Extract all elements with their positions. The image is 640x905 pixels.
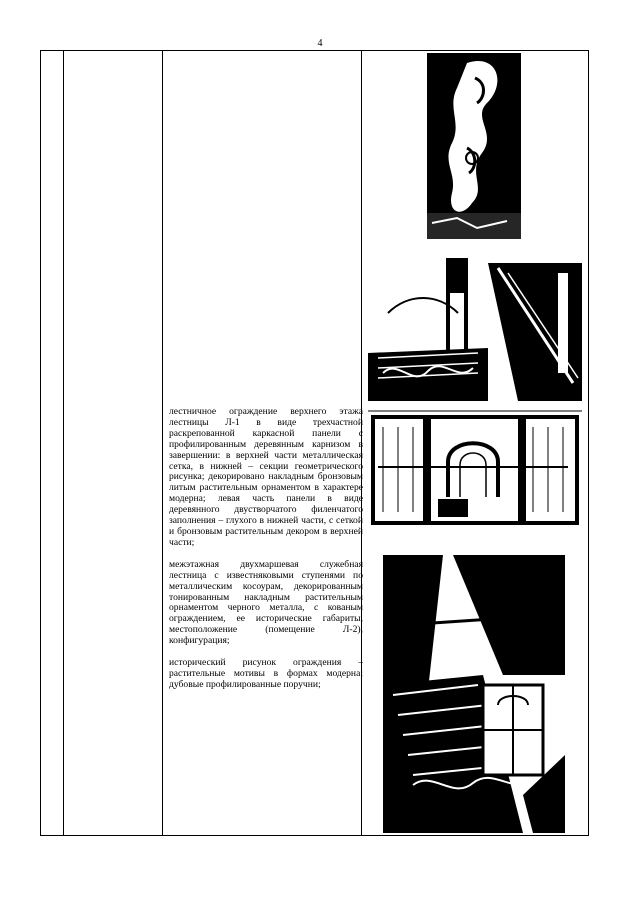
staircase-railing-photo [368,253,582,401]
ornament-closeup-photo [427,53,521,239]
description-railing-pattern: исторический рисунок ограждения – растительные мотивы в формах модерна; дубовые профилированные поручни; [169,657,363,690]
description-railing-upper-floor: лестничное ограждение верхнего этажа лестницы Л-1 в виде трехчастной раскрепованной каркасной панели с профилированным деревянным карнизом в завершении: в верхней части металлическая сетка, в нижней – секции геометрического рисунка; декорировано накладным бронзовым литым растительным орнаментом в характере модерна; левая часть панели в виде деревянного двустворчатого филенчатого заполнения – глухого в нижней части, с сеткой и бронзовым растительным декором в верхней части; [169,406,363,548]
description-service-staircase: межэтажная двухмаршевая служебная лестница с известняковыми ступенями по металлическим косоурам, декорированным тонированным накладным растительным орнаментом черного металла, с кованым ограждением, ее исторические габариты, местоположение (помещение Л-2), конфигурация; [169,558,363,647]
column-divider-1 [63,51,64,835]
service-staircase-photo [383,555,565,833]
description-cell [169,407,363,702]
page-number: 4 [317,38,323,49]
railing-panel-photo [368,407,582,529]
column-divider-2 [162,51,163,835]
heritage-table [40,50,589,836]
